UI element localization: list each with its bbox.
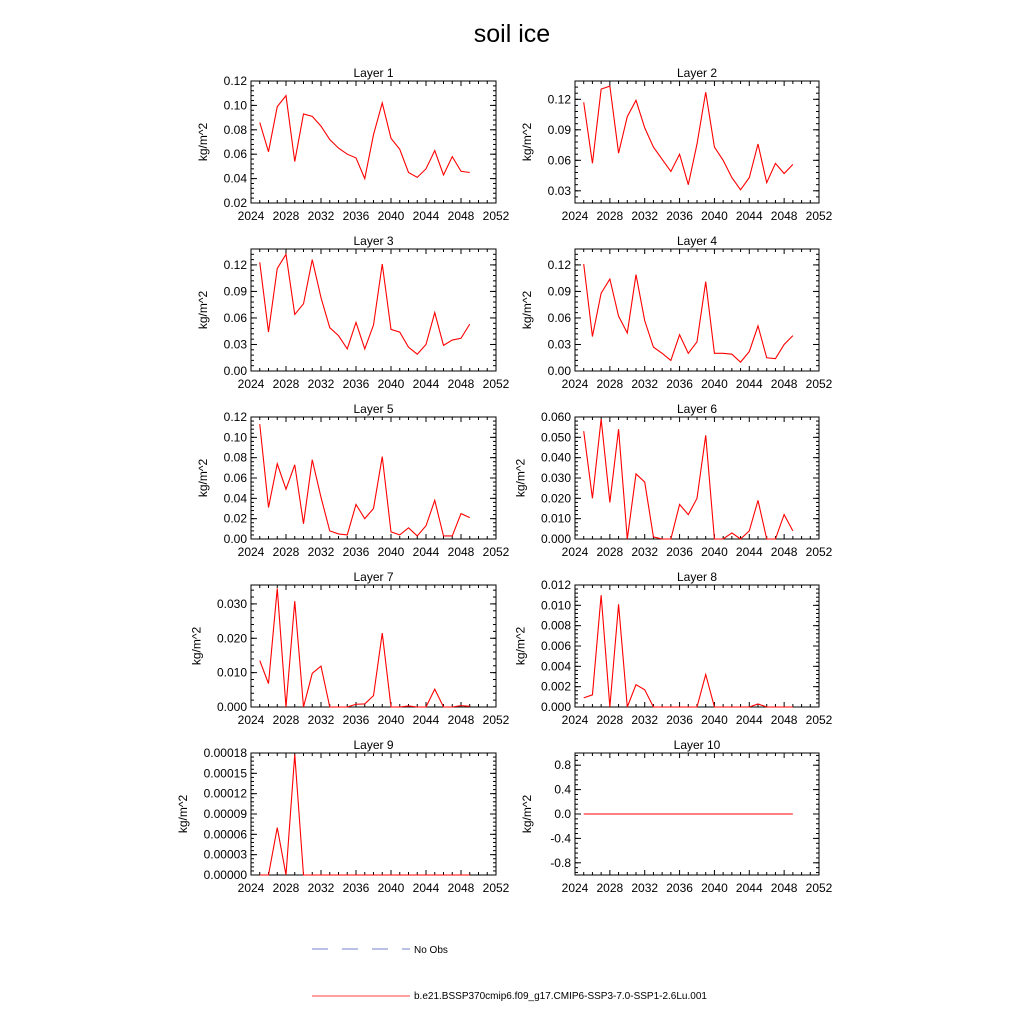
x-tick-label: 2036: [342, 881, 370, 895]
x-tick-label: 2044: [735, 713, 763, 727]
y-tick-label: 0.060: [540, 410, 571, 424]
x-tick-label: 2024: [561, 881, 589, 895]
x-tick-label: 2024: [561, 377, 589, 391]
panel-title: Layer 9: [353, 738, 394, 752]
x-tick-label: 2044: [412, 209, 440, 223]
panel-layer-4: [520, 234, 832, 391]
y-axis-label: kg/m^2: [513, 626, 528, 666]
x-tick-label: 2048: [770, 545, 798, 559]
legend-label-no-obs: No Obs: [414, 945, 448, 956]
y-tick-label: 0.030: [216, 596, 247, 611]
y-tick-label: 0.000: [540, 700, 571, 714]
x-tick-label: 2028: [272, 713, 300, 727]
x-tick-label: 2032: [631, 377, 659, 391]
y-tick-label: 0.00: [223, 364, 247, 378]
panel-title: Layer 5: [353, 402, 394, 416]
x-tick-label: 2044: [735, 881, 763, 895]
x-tick-label: 2036: [666, 209, 693, 223]
x-tick-label: 2028: [596, 377, 624, 391]
y-tick-label: 0.12: [547, 257, 571, 272]
x-tick-label: 2032: [307, 209, 335, 223]
legend: [312, 945, 707, 1002]
y-tick-label: 0.00012: [203, 786, 247, 801]
y-tick-label: 0.040: [540, 450, 571, 465]
x-tick-label: 2052: [482, 209, 510, 223]
x-tick-label: 2028: [272, 209, 300, 223]
x-tick-label: 2024: [237, 377, 265, 391]
plot-frame: [251, 81, 496, 203]
x-tick-label: 2032: [631, 209, 659, 223]
y-tick-label: 0.00009: [203, 807, 247, 821]
y-tick-label: 0.012: [540, 578, 571, 592]
x-tick-label: 2032: [631, 713, 659, 727]
x-tick-label: 2036: [342, 545, 370, 559]
y-axis-label: kg/m^2: [196, 458, 211, 498]
panel-title: Layer 10: [673, 738, 721, 752]
panel-layer-1: [196, 66, 509, 223]
y-tick-label: -0.4: [550, 831, 571, 846]
x-tick-label: 2044: [735, 209, 763, 223]
panel-layer-3: [196, 234, 509, 391]
x-tick-label: 2024: [237, 881, 265, 895]
x-tick-label: 2048: [447, 713, 475, 727]
panel-title: Layer 7: [353, 570, 394, 584]
y-tick-label: 0.04: [223, 171, 247, 186]
x-tick-label: 2048: [447, 209, 475, 223]
y-tick-label: 0.000: [540, 532, 571, 546]
x-tick-label: 2040: [377, 545, 405, 559]
y-tick-label: 0.10: [223, 430, 247, 445]
x-tick-label: 2040: [377, 209, 405, 223]
y-tick-label: 0.00: [547, 364, 571, 378]
y-tick-label: 0.00000: [203, 868, 247, 882]
series-line: [260, 254, 470, 354]
x-tick-label: 2036: [342, 713, 370, 727]
y-tick-label: 0.06: [223, 471, 247, 485]
x-tick-label: 2044: [735, 545, 763, 559]
y-tick-label: 0.006: [540, 639, 571, 653]
panel-layer-5: [196, 402, 509, 559]
panel-layer-8: [514, 570, 833, 727]
x-tick-label: 2044: [412, 713, 440, 727]
y-tick-label: 0.06: [547, 153, 571, 168]
series-line: [260, 96, 470, 179]
series-line: [584, 264, 793, 362]
y-tick-label: 0.00018: [203, 746, 247, 760]
y-tick-label: 0.12: [547, 92, 571, 107]
y-axis-label: kg/m^2: [520, 290, 535, 330]
panel-layer-9: [176, 738, 510, 895]
panel-layer-10: [520, 738, 832, 895]
x-tick-label: 2052: [805, 713, 833, 727]
panel-title: Layer 6: [676, 402, 718, 416]
x-tick-label: 2028: [272, 377, 300, 391]
x-tick-label: 2048: [770, 881, 798, 895]
y-tick-label: 0.06: [223, 310, 247, 325]
x-tick-label: 2032: [307, 545, 335, 559]
panel-title: Layer 8: [676, 570, 718, 584]
x-tick-label: 2044: [412, 545, 440, 559]
y-tick-label: 0.00015: [203, 766, 247, 781]
y-tick-label: 0.030: [540, 471, 571, 485]
y-tick-label: 0.06: [547, 310, 571, 325]
y-axis-label: kg/m^2: [196, 122, 211, 162]
y-tick-label: 0.03: [223, 337, 247, 352]
y-tick-label: 0.002: [540, 679, 571, 694]
y-tick-label: 0.02: [223, 196, 247, 210]
y-tick-label: 0.08: [223, 450, 247, 465]
x-tick-label: 2036: [342, 209, 370, 223]
x-tick-label: 2052: [805, 545, 833, 559]
x-tick-label: 2024: [237, 545, 265, 559]
y-tick-label: 0.02: [223, 511, 247, 526]
x-tick-label: 2024: [561, 209, 589, 223]
y-tick-label: 0.09: [223, 284, 247, 299]
y-tick-label: 0.020: [216, 631, 247, 646]
y-tick-label: 0.004: [540, 659, 571, 674]
x-tick-label: 2040: [377, 377, 405, 391]
y-tick-label: 0.00006: [203, 827, 247, 842]
x-tick-label: 2036: [342, 377, 370, 391]
panel-title: Layer 3: [353, 234, 394, 248]
y-tick-label: 0.06: [223, 147, 247, 162]
y-tick-label: 0.00003: [203, 847, 247, 862]
y-tick-label: 0.03: [547, 337, 571, 352]
y-tick-label: 0.010: [540, 511, 571, 526]
legend-label-model-run: b.e21.BSSP370cmip6.f09_g17.CMIP6-SSP3-7.0-SSP1-2.6Lu.001: [414, 991, 707, 1002]
y-tick-label: 0.020: [540, 491, 571, 506]
x-tick-label: 2040: [701, 881, 728, 895]
x-tick-label: 2048: [770, 713, 798, 727]
x-tick-label: 2040: [377, 713, 405, 727]
panel-layer-6: [514, 402, 833, 559]
x-tick-label: 2024: [561, 713, 589, 727]
x-tick-label: 2032: [307, 377, 335, 391]
y-tick-label: 0.8: [554, 758, 571, 773]
x-tick-label: 2032: [631, 545, 659, 559]
x-tick-label: 2028: [596, 881, 624, 895]
legend-entry-model-run: [312, 991, 707, 1002]
x-tick-label: 2052: [805, 209, 833, 223]
y-axis-label: kg/m^2: [520, 122, 535, 162]
x-tick-label: 2052: [482, 377, 510, 391]
x-tick-label: 2044: [412, 377, 440, 391]
x-tick-label: 2048: [770, 209, 798, 223]
series-line: [584, 595, 793, 707]
series-line: [584, 86, 793, 190]
x-tick-label: 2040: [377, 881, 405, 895]
y-tick-label: 0.04: [223, 491, 247, 506]
y-tick-label: 0.4: [554, 782, 571, 797]
y-axis-label: kg/m^2: [189, 626, 204, 666]
x-tick-label: 2032: [631, 881, 659, 895]
y-tick-label: 0.09: [547, 122, 571, 137]
panel-title: Layer 4: [676, 234, 718, 248]
panel-title: Layer 2: [676, 66, 718, 80]
series-line: [584, 419, 793, 539]
y-tick-label: 0.12: [223, 74, 247, 88]
x-tick-label: 2036: [666, 377, 693, 391]
y-tick-label: 0.08: [223, 122, 247, 137]
y-tick-label: 0.000: [216, 700, 247, 714]
series-line: [260, 754, 470, 875]
y-tick-label: 0.12: [223, 410, 247, 424]
x-tick-label: 2028: [596, 209, 624, 223]
x-tick-label: 2044: [412, 881, 440, 895]
legend-entry-no-obs: [312, 945, 448, 956]
series-line: [260, 588, 470, 707]
y-tick-label: 0.12: [223, 257, 247, 272]
y-tick-label: 0.00: [223, 532, 247, 546]
x-tick-label: 2028: [272, 545, 300, 559]
y-tick-label: 0.050: [540, 430, 571, 445]
y-tick-label: 0.03: [547, 183, 571, 198]
panel-title: Layer 1: [353, 66, 394, 80]
x-tick-label: 2028: [272, 881, 300, 895]
x-tick-label: 2036: [666, 713, 693, 727]
x-tick-label: 2052: [805, 377, 833, 391]
panel-layer-2: [520, 66, 832, 223]
y-tick-label: 0.09: [547, 284, 571, 299]
y-axis-label: kg/m^2: [513, 458, 528, 498]
x-tick-label: 2052: [482, 713, 510, 727]
y-axis-label: kg/m^2: [176, 794, 191, 834]
x-tick-label: 2036: [666, 545, 693, 559]
x-tick-label: 2032: [307, 713, 335, 727]
x-tick-label: 2028: [596, 713, 624, 727]
x-tick-label: 2052: [805, 881, 833, 895]
x-tick-label: 2040: [701, 377, 728, 391]
x-tick-label: 2024: [237, 713, 265, 727]
y-tick-label: 0.010: [540, 598, 571, 613]
x-tick-label: 2040: [701, 713, 728, 727]
x-tick-label: 2052: [482, 881, 510, 895]
x-tick-label: 2024: [561, 545, 589, 559]
x-tick-label: 2040: [701, 209, 728, 223]
plot-frame: [575, 249, 819, 371]
y-tick-label: -0.8: [550, 855, 571, 870]
y-tick-label: 0.010: [216, 665, 247, 680]
panel-layer-7: [190, 570, 510, 727]
x-tick-label: 2048: [447, 881, 475, 895]
x-tick-label: 2052: [482, 545, 510, 559]
y-tick-label: 0.0: [554, 807, 571, 821]
y-axis-label: kg/m^2: [196, 290, 211, 330]
x-tick-label: 2048: [447, 377, 475, 391]
x-tick-label: 2044: [735, 377, 763, 391]
x-tick-label: 2032: [307, 881, 335, 895]
series-line: [260, 424, 470, 536]
figure-title: soil ice: [473, 20, 551, 48]
y-tick-label: 0.008: [540, 618, 571, 633]
x-tick-label: 2028: [596, 545, 624, 559]
plot-frame: [251, 417, 496, 539]
x-tick-label: 2024: [237, 209, 265, 223]
x-tick-label: 2048: [770, 377, 798, 391]
y-axis-label: kg/m^2: [520, 794, 535, 834]
x-tick-label: 2048: [447, 545, 475, 559]
x-tick-label: 2040: [701, 545, 728, 559]
x-tick-label: 2036: [666, 881, 693, 895]
panel-grid: [176, 66, 833, 895]
y-tick-label: 0.10: [223, 98, 247, 113]
